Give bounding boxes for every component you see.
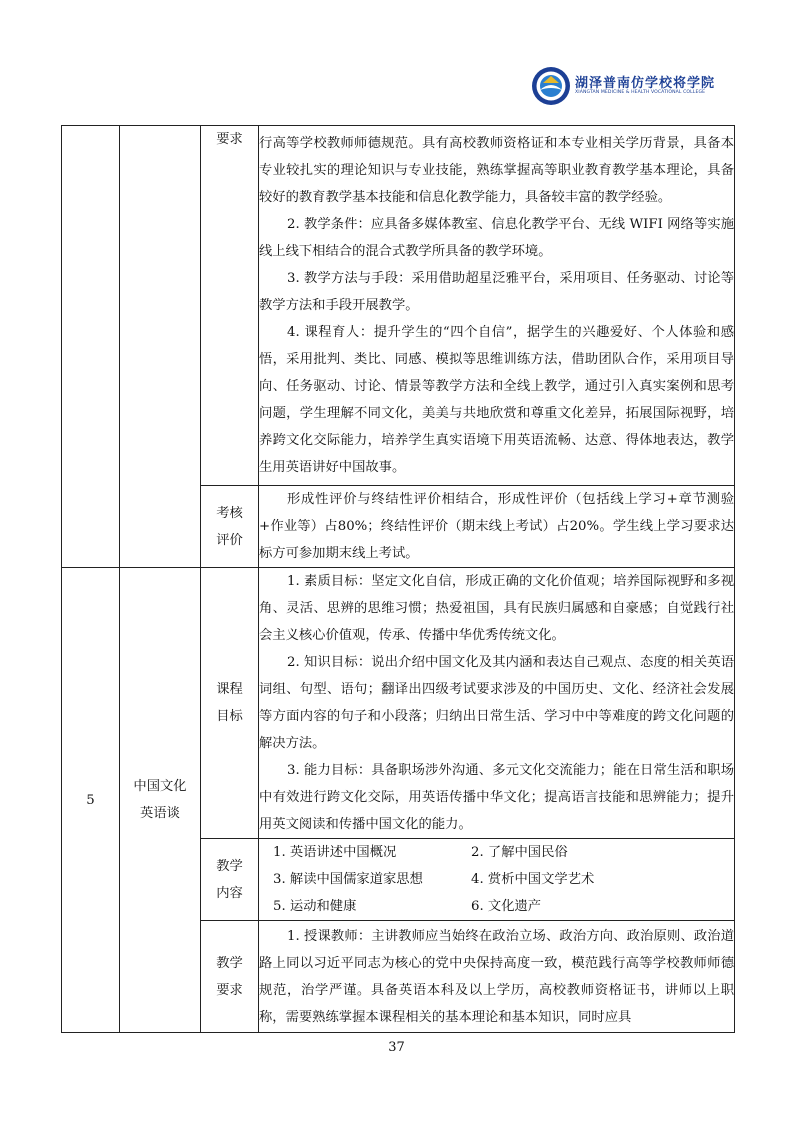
content-item: 3. 解读中国儒家道家思想 <box>273 872 423 887</box>
goal-paragraph: 3. 能力目标：具备职场涉外沟通、多元文化交流能力；能在日常生活和职场中有效进行跨文化交际，用英语传播中华文化；提高语言技能和思辨能力；提升用英文阅读和传播中国文化的能力。 <box>259 763 734 832</box>
assessment-label: 考核 评价 <box>201 486 259 568</box>
course-goals-label: 课程 目标 <box>201 568 259 839</box>
course-table <box>61 125 735 1033</box>
teaching-content-list <box>259 839 735 921</box>
page-number: 37 <box>388 1040 405 1055</box>
goal-paragraph: 1. 素质目标：坚定文化自信，形成正确的文化价值观；培养国际视野和多视角、灵活、思辨的思维习惯；热爱祖国，具有民族归属感和自豪感；自觉践行社会主义核心价值观，传承、传播中华优秀传统文化。 <box>259 574 734 643</box>
requirements-paragraph: 2. 教学条件：应具备多媒体教室、信息化教学平台、无线 WIFI 网络等实施线上线下相结合的混合式教学所具备的教学环境。 <box>259 217 734 259</box>
teaching-requirements-label-5: 教学 要求 <box>201 921 259 1033</box>
requirements-paragraph: 3. 教学方法与手段：采用借助超星泛雅平台，采用项目、任务驱动、讨论等教学方法和手段开展教学。 <box>259 271 734 313</box>
course-goals-text <box>259 568 735 839</box>
course-name-cell-prev <box>120 126 201 568</box>
teaching-requirements-text-5: 1. 授课教师：主讲教师应当始终在政治立场、政治方向、政治原则、政治道路上同以习近平同志为核心的党中央保持高度一致，模范践行高等学校教师师德规范，治学严谨。具备英语本科及以上学历，高校教师资格证书，讲师以上职称，需要熟练掌握本课程相关的基本理论和基本知识，同时应具 <box>259 921 735 1033</box>
teaching-requirements-text <box>259 126 735 486</box>
table-row <box>62 126 735 486</box>
table-row <box>62 568 735 839</box>
requirements-paragraph: 4. 课程育人：提升学生的“四个自信”，据学生的兴趣爱好、个人体验和感悟，采用批判、类比、同感、模拟等思维训练方法，借助团队合作，采用项目导向、任务驱动、讨论、情景等教学方法和全线上教学，通过引入真实案例和思考问题，学生理解不同文化，美美与共地欣赏和尊重文化差异，拓展国际视野，培养跨文化交际能力，培养学生真实语境下用英语流畅、达意、得体地表达，教学生用英语讲好中国故事。 <box>259 325 734 475</box>
college-logo <box>531 66 731 116</box>
teaching-content-label: 教学 内容 <box>201 839 259 921</box>
content-item: 6. 文化遗产 <box>471 899 542 914</box>
teaching-requirements-label: 要求 <box>201 126 259 486</box>
content-item: 4. 赏析中国文学艺术 <box>471 872 595 887</box>
course-index-cell-prev <box>62 126 120 568</box>
college-name-cn: 湖泽普南仿学校将学院 <box>575 76 716 91</box>
requirements-paragraph: 行高等学校教师师德规范。具有高校教师资格证和本专业相关学历背景，具备本专业较扎实的理论知识与专业技能，熟练掌握高等职业教育教学基本理论，具备较好的教育教学基本技能和信息化教学能力，具备较丰富的教学经验。 <box>259 136 734 205</box>
goal-paragraph: 2. 知识目标：说出介绍中国文化及其内涵和表达自己观点、态度的相关英语词组、句型、语句；翻译出四级考试要求涉及的中国历史、文化、经济社会发展等方面内容的句子和小段落；归纳出日常生活、学习中中等难度的跨文化问题的解决方法。 <box>259 655 734 751</box>
assessment-text: 形成性评价与终结性评价相结合，形成性评价（包括线上学习+章节测验+作业等）占80%；终结性评价（期末线上考试）占20%。学生线上学习要求达标方可参加期末线上考试。 <box>259 486 735 568</box>
course-name: 中国文化 英语谈 <box>120 568 201 1033</box>
content-item: 5. 运动和健康 <box>273 899 357 914</box>
content-item: 1. 英语讲述中国概况 <box>273 845 397 860</box>
college-name-en: XIANGTAN MEDICINE & HEALTH VOCATIONAL COLLEGE <box>575 90 706 95</box>
course-index: 5 <box>62 568 120 1033</box>
content-item: 2. 了解中国民俗 <box>471 845 568 860</box>
college-emblem-icon <box>531 66 571 106</box>
